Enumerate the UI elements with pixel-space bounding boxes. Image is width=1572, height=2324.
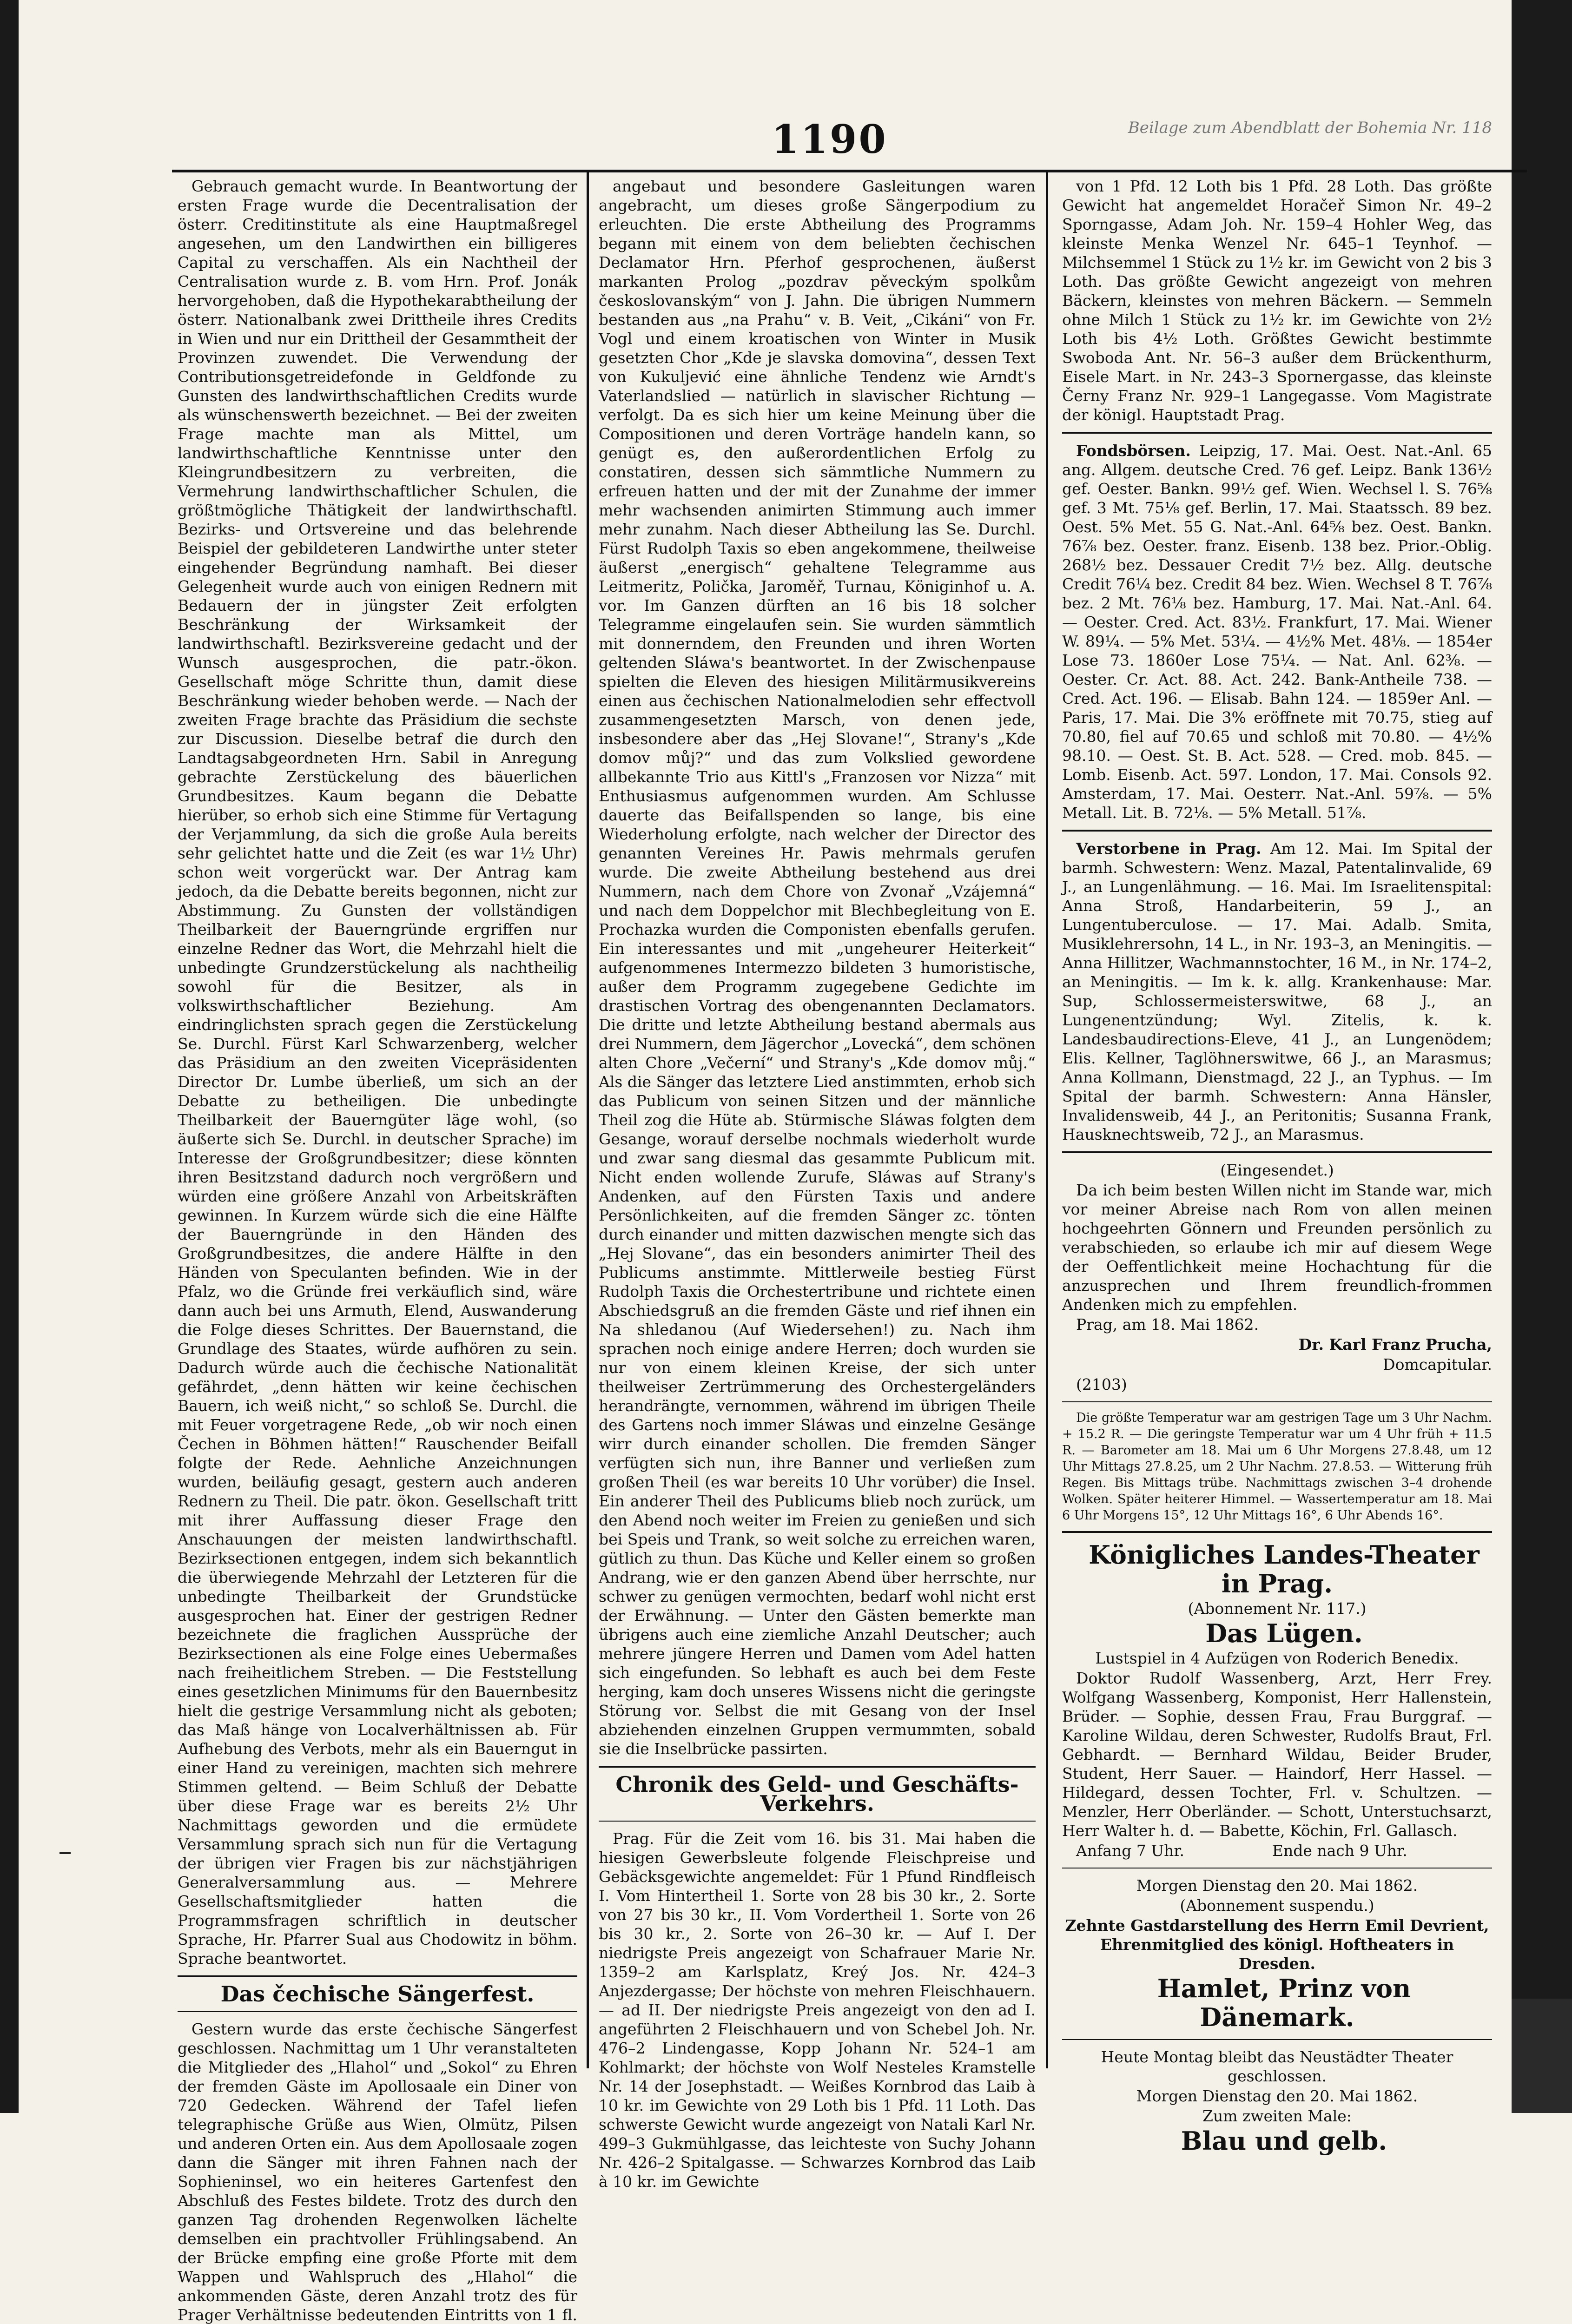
tomorrow-abonnement: (Abonnement suspendu.) (1180, 1896, 1374, 1915)
section-rule (178, 2011, 577, 2012)
saengerfest-continuation: angebaut und besondere Gasleitungen waren angebracht, um dieses große Sängerpodium zu erleuchten. Die erste Abtheilung des Programms begann mit einem von dem beliebten čechischen Declamator Hrn. Pferhof gesprochenen, äußerst markanten Prolog „pozdrav pěveckým spolkům českoslovanským“ von J. Jahn. Die übrigen Nummern bestanden aus „na Prahu“ v. B. Veit, „Cikáni“ von Fr. Vogl und einem kroatischen von Winter in Musik gesetzten Chor „Kde je slavska domovina“, dessen Text von Kukuljević eine ähnliche Tendenz wie Arndt's Vaterlandslied — natürlich in slavischer Richtung — verfolgt. Da es sich hier um keine Meinung über die Compositionen und deren Vorträge handeln kann, so genügt es, den außerordentlichen Erfolg zu constatiren, dessen sich sämmtliche Nummern zu erfreuen hatten und der mit der Zunahme der immer mehr wachsenden animirten Stimmung auch immer mehr zunahm. Nach dieser Abtheilung las Se. Durchl. Fürst Rudolph Taxis so eben angekommene, theilweise äußerst „energisch“ gehaltene Telegramme aus Leitmeritz, Polička, Jaroměř, Turnau, Königinhof u. A. vor. Im Ganzen dürften an 16 bis 18 solcher Telegramme eingelaufen sein. Sie wurden sämmtlich mit donnerndem, den Freunden und ihren Worten geltenden Sláwa's beantwortet. In der Zwischenpause spielten die Eleven des hiesigen Militärmusikvereins einen aus čechischen Nationalmelodien sehr effectvoll zusammengesetzten Marsch, von denen jede, insbesondere aber das „Hej Slovane!“, Strany's „Kde domov můj?“ und das zum Volkslied gewordene allbekannte Trio aus Kittl's „Franzosen vor Nizza“ mit Enthusiasmus aufgenommen wurden. Am Schlusse dauerte das Beifallspenden so lange, bis eine Wiederholung erfolgte, nach welcher der Director des genannten Vereines Hr. Pawis mehrmals gerufen wurde. Die zweite Abtheilung bestehend aus drei Nummern, nach dem Chore von Zvonař „Vzájemná“ und nach dem Doppelchor mit Blechbegleitung von E. Prochazka wurden die Componisten ebenfalls gerufen. Ein interessantes und mit „ungeheurer Heiterkeit“ aufgenommenes Intermezzo bildeten 3 humoristische, außer dem Programm zugegebene Gedichte im drastischen Vortrag des obengenannten Declamators. Die dritte und letzte Abtheilung bestand abermals aus drei Nummern, dem Jägerchor „Lovecká“, dem schönen alten Chore „Večerní“ und Strany's „Kde domov můj.“ Als die Sänger das letztere Lied anstimmten, erhob sich das Publicum von seinen Sitzen und der männliche Theil zog die Hüte ab. Stürmische Sláwas folgten dem Gesange, worauf derselbe nochmals wiederholt wurde und zwar sang diesmal das gesammte Publicum mit. Nicht enden wollende Zurufe, Sláwas auf Strany's Andenken, auf den Fürsten Taxis und andere Persönlichkeiten, auf die fremden Sänger zc. tönten durch einander und mitten dazwischen mengte sich das „Hej Slovane“, das ein besonders animirter Theil des Publicums anstimmte. Mittlerweile bestieg Fürst Rudolph Taxis die Orchestertribune und richtete einen Abschiedsgruß an die fremden Gäste und rief ihnen ein Na shledanou (Auf Wiedersehen!) zu. Nach ihm sprachen noch einige andere Herren; doch wurden sie nur von einem kleinen Kreise, der sich unter theilweiser Zertrümmerung des Orchestergeländers herandrängte, vernommen, während im übrigen Theile des Gartens noch immer Sláwas und einzelne Gesänge wirr durch einander schollen. Die fremden Sänger verfügten sich nun, ihre Banner und verließen zum großen Theil (es war bereits 10 Uhr vorüber) die Insel. Ein anderer Theil des Publicums blieb noch zurück, um den Abend noch weiter im Freien zu genießen und sich bei Speis und Trank, so weit solche zu erreichen waren, gütlich zu thun. Das Küche und Keller einem so großen Andrang, wie er den ganzen Abend über herrschte, nur schwer zu genügen vermochten, bedarf wohl nicht erst der Erwähnung. — Unter den Gästen bemerkte man übrigens auch eine ziemliche Anzahl Deutscher; auch mehrere jüngere Herren und Damen vom Adel hatten sich eingefunden. So lebhaft es auch bei dem Feste herging, kam doch unseres Wissens nicht die geringste Störung vor. Selbst die mit Gesang von der Insel abziehenden einzelnen Gruppen vermummten, sobald sie die Inselbrücke passirten. (599, 177, 1036, 1758)
next-label: Zum zweiten Male: (1202, 2107, 1352, 2125)
section-rule (178, 1975, 577, 1977)
next-date: Morgen Dienstag den 20. Mai 1862. (1136, 2087, 1418, 2105)
deaths-heading: Verstorbene in Prag. (1076, 839, 1262, 858)
theater-heading: Königliches Landes-Theater in Prag. (1089, 1540, 1480, 1598)
section-rule (1062, 830, 1492, 832)
play-times (1062, 1841, 1492, 1860)
begin-time: Anfang 7 Uhr. (1076, 1842, 1185, 1860)
deaths-section (1062, 839, 1492, 1144)
abonnement-number: (Abonnement Nr. 117.) (1188, 1599, 1367, 1618)
section-heading-saengerfest: Das čechische Sängerfest. (220, 1981, 535, 2007)
column-rule-2 (1046, 172, 1048, 2068)
header-rule (172, 170, 1527, 172)
page-number: 1190 (772, 116, 888, 162)
section-rule (1062, 1401, 1492, 1402)
column-rule-1 (587, 172, 589, 2068)
section-rule (1062, 2039, 1492, 2040)
next-play-title: Hamlet, Prinz von Dänemark. (1157, 1974, 1411, 2032)
stock-exchange-heading: Fondsbörsen. (1076, 442, 1191, 460)
play-title: Das Lügen. (1205, 1618, 1363, 1648)
weather-report: Die größte Temperatur war am gestrigen Tage um 3 Uhr Nachm. + 15.2 R. — Die geringste Temperatur war um 4 Uhr früh + 11.5 R. — Barometer am 18. Mai um 6 Uhr Morgens 27.8.48, um 12 Uhr Mittags 27.8.25, um 2 Uhr Nachm. 27.8.53. — Witterung früh Regen. Bis Mittags trübe. Nachmittags zwischen 3–4 drohende Wolken. Später heiterer Himmel. — Wassertemperatur am 18. Mai 6 Uhr Morgens 15°, 12 Uhr Mittags 16°, 6 Uhr Abends 16°. (1062, 1411, 1492, 1523)
running-head: Beilage zum Abendblatt der Bohemia Nr. 118 (1128, 119, 1492, 137)
section-rule (599, 1821, 1036, 1822)
notice-place: Prag, am 18. Mai 1862. (1076, 1315, 1259, 1334)
stock-exchange-section (1062, 441, 1492, 822)
scan-border-notch (1512, 1999, 1572, 2113)
column-1 (178, 177, 577, 2324)
column-2 (599, 177, 1036, 2191)
section-rule (1062, 1151, 1492, 1153)
theater-closed-notice: Heute Montag bleibt das Neustädter Theater geschlossen. (1101, 2048, 1453, 2085)
tomorrow-date: Morgen Dienstag den 20. Mai 1862. (1136, 1876, 1418, 1895)
chronik-article: Prag. Für die Zeit vom 16. bis 31. Mai haben die hiesigen Gewerbsleute folgende Fleischpreise und Gebäcksgewichte angemeldet: Für 1 Pfund Rindfleisch I. Vom Hintertheil 1. Sorte von 28 bis 30 kr., 2. Sorte von 27 bis 30 kr., II. Vom Vordertheil 1. Sorte von 26 bis 30 kr., 2. Sorte von 26–30 kr. — Auf I. Der niedrigste Preis angezeigt von Schafrauer Marie Nr. 1359–2 am Karlsplatz, Kreý Jos. Nr. 424–3 Anjezdergasse; Der höchste von mehren Fleischhauern. — ad II. Der niedrigste Preis angezeigt von den ad I. angeführten 2 Fleischhauern und von Schebel Joh. Nr. 476–2 Lindengasse, Kopp Johann Nr. 524–1 am Kohlmarkt; der höchste von Wolf Nesteles Kramstelle Nr. 14 der Josephstadt. — Weißes Kornbrod das Laib à 10 kr. im Gewichte von 29 Loth bis 1 Pfd. 11 Loth. Das schwerste Gewicht wurde angezeigt von Natali Karl Nr. 499–3 Gukmühlgasse, das leichteste von Suchy Johann Nr. 426–2 Spitalgasse. — Schwarzes Kornbrod das Laib à 10 kr. im Gewichte (599, 1829, 1036, 2191)
play-subtitle: Lustspiel in 4 Aufzügen von Roderich Benedix. (1095, 1649, 1459, 1667)
notice-text: Da ich beim besten Willen nicht im Stande war, mich vor meiner Abreise nach Rom von allen meinen hochgeehrten Gönnern und Freunden persönlich zu verabschieden, so erlaube ich mir auf diesem Wege der Oeffentlichkeit meine Hochachtung für die anzusprechen und Ihrem freundlich-frommen Andenken mich zu empfehlen. (1062, 1181, 1492, 1314)
scan-border-left (0, 0, 19, 2113)
end-time: Ende nach 9 Uhr. (1272, 1842, 1407, 1860)
notice-signature: Dr. Karl Franz Prucha, (1298, 1335, 1492, 1353)
section-rule (1062, 1531, 1492, 1533)
notice-title: Domcapitular. (1383, 1355, 1492, 1373)
stock-exchange-text: Leipzig, 17. Mai. Oest. Nat.-Anl. 65 ang. Allgem. deutsche Cred. 76 gef. Leipz. Bank 136½ gef. Oester. Bankn. 99½ gef. Wien. Wechsel l. S. 76⅝ gef. 3 Mt. 75⅛ gef. Berlin, 17. Mai. Staatssch. 89 bez. Oest. 5% Met. 55 G. Nat.-Anl. 64⅝ bez. Oest. Bankn. 76⅞ bez. Oester. franz. Eisenb. 138 bez. Prior.-Oblig. 268½ bez. Dessauer Credit 7½ bez. Allg. deutsche Credit 76¼ bez. Credit 84 bez. Wien. Wechsel 8 T. 76⅞ bez. 2 Mt. 76⅛ bez. Hamburg, 17. Mai. Nat.-Anl. 64. — Oester. Cred. Act. 83½. Frankfurt, 17. Mai. Wiener W. 89¼. — 5% Met. 53¼. — 4½% Met. 48⅛. — 1854er Lose 73. 1860er Lose 75¼. — Nat. Anl. 62⅜. — Oester. Cr. Act. 88. Act. 242. Bank-Antheile 738. — Cred. Act. 196. — Elisab. Bahn 124. — 1859er Anl. — Paris, 17. Mai. Die 3% eröffnete mit 70.75, stieg auf 70.80, fiel auf 70.65 und schloß mit 70.80. — 4½% 98.10. — Oest. St. B. Act. 528. — Cred. mob. 845. — Lomb. Eisenb. Act. 597. London, 17. Mai. Consols 92. Amsterdam, 17. Mai. Oesterr. Nat.-Anl. 59⅞. — 5% Metall. Lit. B. 72⅛. — 5% Metall. 51⅞. (1062, 442, 1492, 822)
notice-heading: (Eingesendet.) (1220, 1161, 1334, 1179)
notice-number: (2103) (1076, 1375, 1127, 1393)
saengerfest-article: Gestern wurde das erste čechische Sängerfest geschlossen. Nachmittag um 1 Uhr veranstalteten die Mitglieder des „Hlahol“ und „Sokol“ zu Ehren der fremden Gäste im Apollosaale ein Diner von 720 Gedecken. Während der Tafel liefen telegraphische Grüße aus Wien, Olmütz, Pilsen und anderen Orten ein. Aus dem Apollosaale zogen dann die Sänger mit ihren Fahnen nach der Sophieninsel, wo ein heiteres Gartenfest den Abschluß des Festes bildete. Trotz des durch den ganzen Tag drohenden Regenwolken lächelte demselben ein prachtvoller Frühlingsabend. An der Brücke empfing eine große Pforte mit dem Wappen und Wahlspruch des „Hlahol“ die ankommenden Gäste, deren Anzahl trotz des für Prager Verhältnisse bedeutenden Eintritts von 1 fl. (178, 2020, 577, 2324)
market-prices-continuation: von 1 Pfd. 12 Loth bis 1 Pfd. 28 Loth. Das größte Gewicht hat angemeldet Horačeř Simon Nr. 49–2 Sporngasse, Adam Joh. Nr. 159–4 Hohler Weg, das kleinste Menka Wenzel Nr. 645–1 Teynhof. — Milchsemmel 1 Stück zu 1½ kr. im Gewicht von 2 bis 3 Loth. Das größte Gewicht angezeigt von mehren Bäckern, kleinstes von mehren Bäckern. — Semmeln ohne Milch 1 Stück zu 1½ kr. im Gewichte von 2½ Loth bis 4½ Loth. Größtes Gewicht bestimmte Swoboda Ant. Nr. 56–3 außer dem Brückenthurm, Eisele Mart. in Nr. 243–3 Spornergasse, das kleinste Černy Franz Nr. 929–1 Langegasse. Vom Magistrate der königl. Hauptstadt Prag. (1062, 177, 1492, 424)
section-heading-chronik: Chronik des Geld- und Geschäfts-Verkehrs. (615, 1772, 1019, 1816)
section-rule (1062, 432, 1492, 434)
margin-mark (59, 1852, 71, 1854)
column-3 (1062, 177, 1492, 2156)
deaths-text: Am 12. Mai. Im Spital der barmh. Schwestern: Wenz. Mazal, Patentalinvalide, 69 J., an Lungenlähmung. — 16. Mai. Im Israelitenspital: Anna Stroß, Handarbeiterin, 59 J., an Lungentuberculose. — 17. Mai. Adalb. Smita, Musiklehrersohn, 14 L., in Nr. 193–3, an Meningitis. — Anna Hillitzer, Wachmannstochter, 16 M., in Nr. 174–2, an Meningitis. — Im k. k. allg. Krankenhause: Mar. Sup, Schlossermeisterswitwe, 68 J., an Lungenentzündung; Wyl. Zitelis, k. k. Landesbaudirections-Eleve, 41 J., an Lungenödem; Elis. Kellner, Taglöhnerswitwe, 66 J., an Marasmus; Anna Kollmann, Dienstmagd, 22 J., an Typhus. — Im Spital der barmh. Schwestern: Anna Hänsler, Invalidensweib, 44 J., an Peritonitis; Susanna Frank, Hausknechtsweib, 72 J., an Marasmus. (1062, 839, 1492, 1143)
next-title: Blau und gelb. (1181, 2126, 1387, 2156)
cast-list: Doktor Rudolf Wassenberg, Arzt, Herr Frey. Wolfgang Wassenberg, Komponist, Herr Hallenstein, Brüder. — Sophie, dessen Frau, Frau Burggraf. — Karoline Wildau, deren Schwester, Rudolfs Braut, Frl. Gebhardt. — Bernhard Wildau, Beider Bruder, Student, Herr Sauer. — Haindorf, Herr Hassel. — Hildegard, dessen Tochter, Frl. v. Schultzen. — Menzler, Herr Oberländer. — Schott, Unterstuchsarzt, Herr Walter h. d. — Babette, Köchin, Frl. Gallasch. (1062, 1669, 1492, 1840)
scan-border-right (1512, 0, 1572, 2113)
section-rule (599, 1766, 1036, 1768)
agriculture-report: Gebrauch gemacht wurde. In Beantwortung der ersten Frage wurde die Decentralisation der österr. Creditinstitute als eine Hauptmaßregel angesehen, um den Landwirthen ein billigeres Capital zu verschaffen. Als ein Nachtheil der Centralisation wurde z. B. vom Hrn. Prof. Jonák hervorgehoben, daß die Hypothekarabtheilung der österr. Nationalbank zwei Drittheile ihres Credits in Wien und nur ein Drittheil der Gesammtheit der Provinzen zuwendet. Die Verwendung der Contributionsgetreidefonde in Geldfonde zu Gunsten des landwirthschaftlichen Credits wurde als wünschenswerth bezeichnet. — Bei der zweiten Frage machte man als Mittel, um landwirthschaftliche Kenntnisse unter den Kleingrundbesitzern zu verbreiten, die Vermehrung landwirthschaftlicher Schulen, die größtmögliche Thätigkeit der landwirthschaftl. Bezirks- und Ortsvereine und das belehrende Beispiel der gebildeteren Landwirthe unter steter eingehender Begründung namhaft. Bei dieser Gelegenheit wurde auch von einigen Rednern mit Bedauern der in jüngster Zeit erfolgten Beschränkung der Wirksamkeit der landwirthschaftl. Bezirksvereine gedacht und der Wunsch ausgesprochen, die patr.-ökon. Gesellschaft möge Schritte thun, damit diese Beschränkung wieder behoben werde. — Nach der zweiten Frage brachte das Präsidium die sechste zur Discussion. Dieselbe betraf die durch den Landtagsabgeordneten Hrn. Sabil in Anregung gebrachte Zerstückelung des bäuerlichen Grundbesitzes. Kaum begann die Debatte hierüber, so erhob sich eine Stimme für Vertagung der Verjammlung, da sich die große Aula bereits sehr gelichtet hatte und die Zeit (es war 1½ Uhr) schon weit vorgerückt war. Der Antrag kam jedoch, da die Debatte bereits begonnen, nicht zur Abstimmung. Zu Gunsten der vollständigen Theilbarkeit der Bauerngründe ergriffen nur einzelne Redner das Wort, die Mehrzahl hielt die unbedingte Grundzerstückelung als nachtheilig sowohl für die Besitzer, als in volkswirthschaftlicher Beziehung. Am eindringlichsten sprach gegen die Zerstückelung Se. Durchl. Fürst Karl Schwarzenberg, welcher das Präsidium an den zweiten Vicepräsidenten Director Dr. Lumbe überließ, um sich an der Debatte zu betheiligen. Die unbedingte Theilbarkeit der Bauerngüter läge wohl, (so äußerte sich Se. Durchl. in deutscher Sprache) im Interesse der Großgrundbesitzer; diese könnten ihren Besitzstand dadurch noch vergrößern und würden eine größere Anzahl von Arbeitskräften gewinnen. In Kurzem würde sich die eine Hälfte der Bauerngründe in den Händen des Großgrundbesitzes, die andere Hälfte in den Händen von Speculanten befinden. Wie in der Pfalz, wo die Gründe frei verkäuflich sind, wäre dann auch bei uns Armuth, Elend, Auswanderung die Folge dieses Schrittes. Der Bauernstand, die Grundlage des Staates, würde aufhören zu sein. Dadurch würde auch die čechische Nationalität gefährdet, „denn hätten wir keine čechischen Bauern, ich weiß nicht,“ so schloß Se. Durchl. die mit Feuer vorgetragene Rede, „ob wir noch einen Čechen in Böhmen hätten!“ Rauschender Beifall folgte der Rede. Aehnliche Anzeichnungen wurden, beiläufig gesagt, gestern auch anderen Rednern zu Theil. Die patr. ökon. Gesellschaft tritt mit ihrer Auffassung dieser Frage den Anschauungen der meisten landwirthschaftl. Bezirksectionen entgegen, indem sich bekanntlich die überwiegende Mehrzahl der Letzteren für die unbedingte Theilbarkeit der Grundstücke ausgesprochen hat. Einer der gestrigen Redner bezeichnete die fraglichen Aussprüche der Bezirksectionen als eine Folge eines Uebermaßes nach freiheitlichem Streben. — Die Feststellung eines gesetzlichen Minimums für den Bauernbesitz hielt die gestrige Versammlung nicht als geboten; das Maß hänge von Localverhältnissen ab. Für Aufhebung des Verbots, mehr als ein Bauerngut in einer Hand zu vereinigen, machten sich mehrere Stimmen geltend. — Beim Schluß der Debatte über diese Frage war es bereits 2½ Uhr Nachmittags geworden und die ermüdete Versammlung sprach sich nun für die Vertagung der übrigen vier Fragen bis zur nächstjährigen Generalversammlung aus. — Mehrere Gesellschaftsmitglieder hatten die Programmsfragen schriftlich in deutscher Sprache, Hr. Pfarrer Sual aus Chodowitz in böhm. Sprache beantwortet. (178, 177, 577, 1967)
guest-performance: Zehnte Gastdarstellung des Herrn Emil Devrient, Ehrenmitglied des königl. Hoftheaters in Dresden. (1065, 1916, 1489, 1973)
